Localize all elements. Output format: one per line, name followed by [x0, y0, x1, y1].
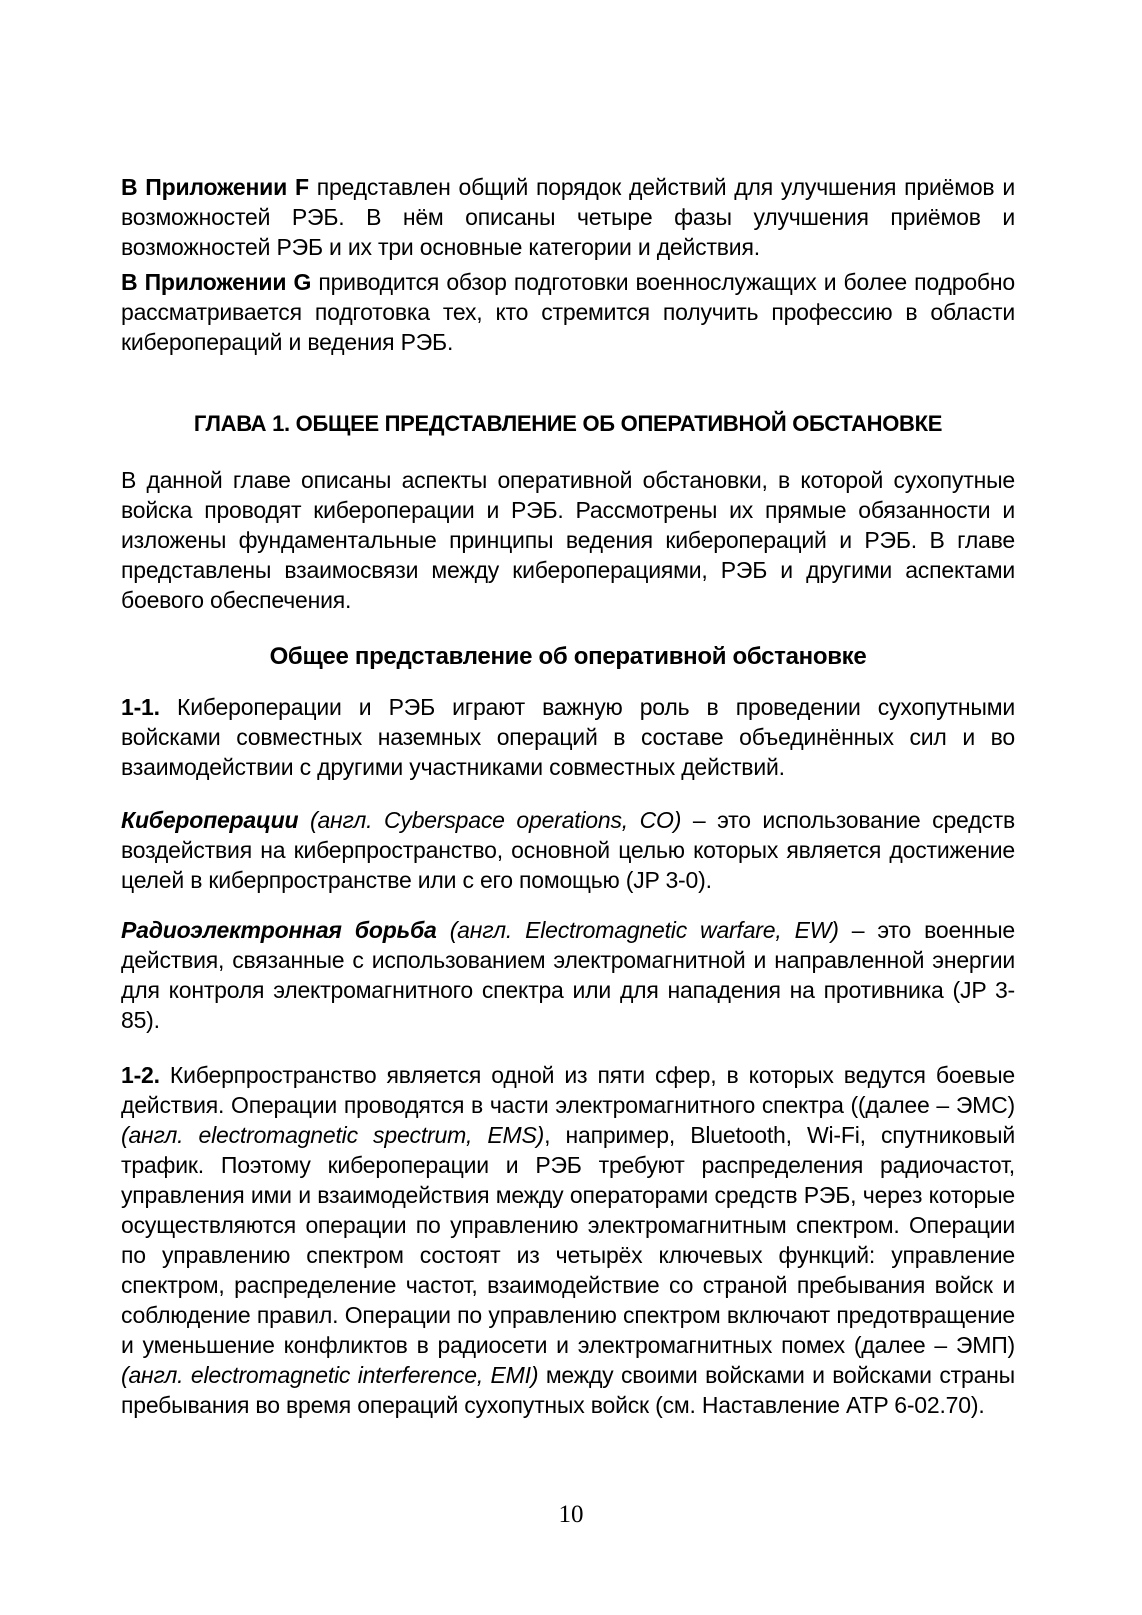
appendix-g-label: В Приложении G: [121, 269, 312, 295]
electromagnetic-spectrum-english: (англ. electromagnetic spectrum, EMS): [121, 1122, 545, 1148]
electromagnetic-warfare-english: (англ. Electromagnetic warfare, EW): [436, 917, 852, 943]
page-number: 10: [558, 1501, 584, 1528]
appendix-f-label: В Приложении F: [121, 174, 309, 200]
paragraph-appendix-g: [121, 267, 1015, 357]
page-content: [121, 172, 1015, 1420]
paragraph-1-2-number: 1-2.: [121, 1062, 160, 1088]
paragraph-appendix-f: [121, 172, 1015, 262]
paragraph-chapter-intro: В данной главе описаны аспекты оперативной обстановки, в которой сухопутные войска проводят кибероперации и РЭБ. Рассмотрены их прямые обязанности и изложены фундаментальные принципы ведения киберопераций и РЭБ. В главе представлены взаимосвязи между кибероперациями, РЭБ и другими аспектами боевого обеспечения.: [121, 467, 1015, 613]
paragraph-1-2: [121, 1060, 1015, 1420]
appendix-f-text: представлен общий порядок действий для улучшения приёмов и возможностей РЭБ. В нём описаны четыре фазы улучшения приёмов и возможностей РЭБ и их три основные категории и действия.: [121, 174, 1015, 260]
electromagnetic-interference-english: (англ. electromagnetic interference, EMI): [121, 1362, 539, 1388]
cyber-operations-term: Кибероперации: [121, 807, 299, 833]
paragraph-1-2-text-2: , например, Bluetooth, Wi-Fi, спутниковый трафик. Поэтому кибероперации и РЭБ требуют распределения радиочастот, управления ими и взаимодействия между операторами средств РЭБ, через которые осуществляются операции по управлению электромагнитным спектром. Операции по управлению спектром состоят из четырёх ключевых функций: управление спектром, распределение частот, взаимодействие со страной пребывания войск и соблюдение правил. Операции по управлению спектром включают предотвращение и уменьшение конфликтов в радиосети и электромагнитных помех (далее – ЭМП): [121, 1122, 1016, 1358]
paragraph-definition-electromagnetic-warfare: [121, 915, 1015, 1035]
paragraph-1-2-text-1: Киберпространство является одной из пяти сфер, в которых ведутся боевые действия. Операции проводятся в части электромагнитного спектра ((далее – ЭМС): [121, 1062, 1015, 1118]
cyber-operations-definition: – это использование средств воздействия на киберпространство, основной целью которых является достижение целей в киберпространстве или с его помощью (JP 3-0).: [121, 807, 1015, 893]
chapter-heading: ГЛАВА 1. ОБЩЕЕ ПРЕДСТАВЛЕНИЕ ОБ ОПЕРАТИВНОЙ ОБСТАНОВКЕ: [193, 411, 943, 436]
electromagnetic-warfare-term: Радиоэлектронная борьба: [121, 917, 437, 943]
paragraph-1-2-text-3: между своими войсками и войсками страны пребывания во время операций сухопутных войск (см. Наставление ATP 6-02.70).: [121, 1362, 1015, 1418]
cyber-operations-english: (англ. Cyberspace operations, CO): [298, 807, 693, 833]
paragraph-1-1-text: Кибероперации и РЭБ играют важную роль в проведении сухопутными войсками совместных наземных операций в составе объединённых сил и во взаимодействии с другими участниками совместных действий.: [121, 694, 1015, 780]
paragraph-1-1: [121, 692, 1015, 782]
appendix-g-text: приводится обзор подготовки военнослужащих и более подробно рассматривается подготовка тех, кто стремится получить профессию в области киберопераций и ведения РЭБ.: [121, 269, 1015, 355]
section-heading: Общее представление об оперативной обстановке: [269, 643, 867, 670]
paragraph-definition-cyber-operations: [121, 805, 1015, 895]
paragraph-1-1-number: 1-1.: [121, 694, 160, 720]
electromagnetic-warfare-definition: – это военные действия, связанные с использованием электромагнитной и направленной энергии для контроля электромагнитного спектра или для нападения на противника (JP 3-85).: [121, 917, 1015, 1033]
